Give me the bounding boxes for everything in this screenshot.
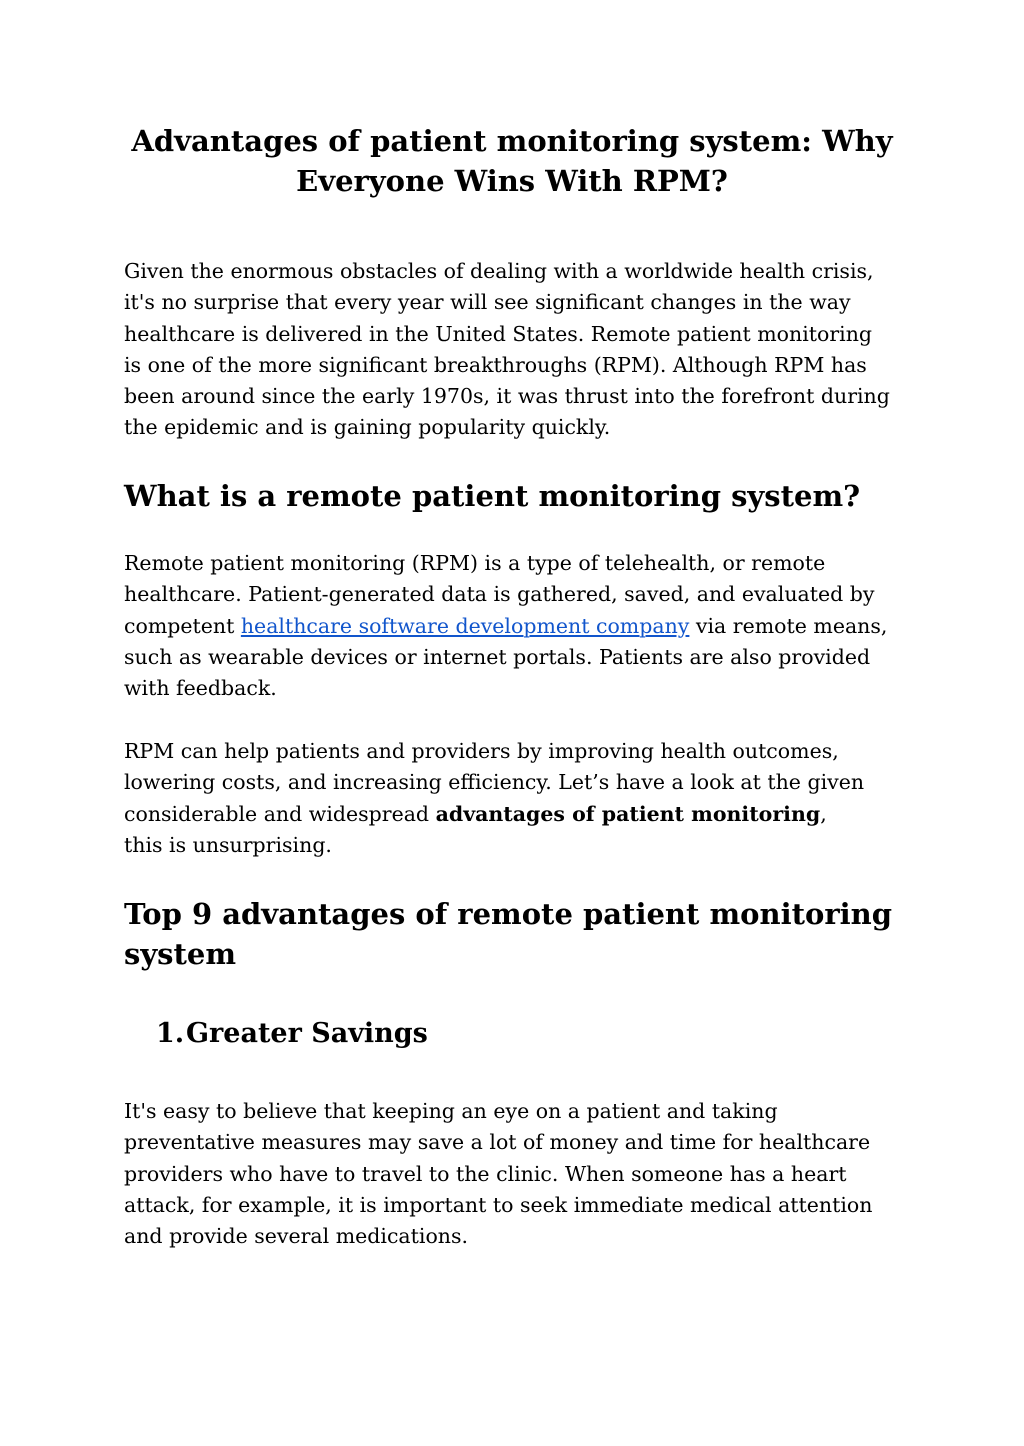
title-line-1: Advantages of patient monitoring system: Why bbox=[131, 124, 893, 158]
paragraph-line: providers who have to travel to the clinic. When someone has a heart bbox=[124, 1161, 847, 1186]
list-number: 1. bbox=[156, 1018, 185, 1049]
paragraph-line: lowering costs, and increasing efficiency. Let’s have a look at the given bbox=[124, 770, 865, 795]
intro-line: it's no surprise that every year will see significant changes in the way bbox=[124, 290, 851, 315]
intro-paragraph bbox=[124, 256, 924, 444]
paragraph-line: such as wearable devices or internet portals. Patients are also provided bbox=[124, 644, 871, 669]
healthcare-software-link[interactable]: healthcare software development company bbox=[240, 613, 690, 638]
list-item-title: Greater Savings bbox=[186, 1018, 428, 1049]
list-item-heading-greater-savings bbox=[156, 1016, 428, 1052]
document-title bbox=[100, 121, 924, 201]
paragraph-line: healthcare. Patient-generated data is gathered, saved, and evaluated by bbox=[124, 582, 875, 607]
paragraph-line: Remote patient monitoring (RPM) is a type of telehealth, or remote bbox=[124, 551, 826, 575]
paragraph-line: It's easy to believe that keeping an eye on a patient and taking bbox=[124, 1099, 778, 1123]
heading-line: system bbox=[124, 937, 237, 971]
intro-line: is one of the more significant breakthroughs (RPM). Although RPM has bbox=[124, 352, 867, 377]
section-heading-top-9 bbox=[124, 894, 924, 974]
paragraph-line bbox=[124, 611, 924, 642]
heading-line: Top 9 advantages of remote patient monitoring bbox=[124, 897, 893, 931]
title-line-2: Everyone Wins With RPM? bbox=[296, 164, 728, 198]
intro-line: the epidemic and is gaining popularity quickly. bbox=[124, 415, 611, 440]
greater-savings-paragraph bbox=[124, 1096, 924, 1252]
section-heading-what-is-rpm bbox=[124, 476, 924, 516]
line-text: considerable and widespread bbox=[124, 801, 436, 826]
line-text: , bbox=[820, 801, 827, 826]
rpm-definition-paragraph bbox=[124, 548, 924, 704]
paragraph-line bbox=[124, 799, 924, 830]
line-text: via remote means, bbox=[689, 613, 888, 638]
paragraph-line: attack, for example, it is important to seek immediate medical attention bbox=[124, 1192, 873, 1217]
rpm-benefits-paragraph bbox=[124, 736, 924, 861]
line-text: competent bbox=[124, 613, 241, 638]
section-heading-text: What is a remote patient monitoring system? bbox=[124, 479, 861, 513]
intro-line: been around since the early 1970s, it was thrust into the forefront during bbox=[124, 384, 890, 409]
paragraph-line: this is unsurprising. bbox=[124, 832, 332, 857]
paragraph-line: preventative measures may save a lot of money and time for healthcare bbox=[124, 1130, 871, 1155]
bold-keyword: advantages of patient monitoring bbox=[435, 801, 821, 826]
paragraph-line: RPM can help patients and providers by improving health outcomes, bbox=[124, 739, 839, 763]
paragraph-line: and provide several medications. bbox=[124, 1224, 469, 1249]
paragraph-line: with feedback. bbox=[124, 676, 277, 701]
intro-line: healthcare is delivered in the United States. Remote patient monitoring bbox=[124, 321, 873, 346]
intro-line: Given the enormous obstacles of dealing with a worldwide health crisis, bbox=[124, 259, 874, 283]
